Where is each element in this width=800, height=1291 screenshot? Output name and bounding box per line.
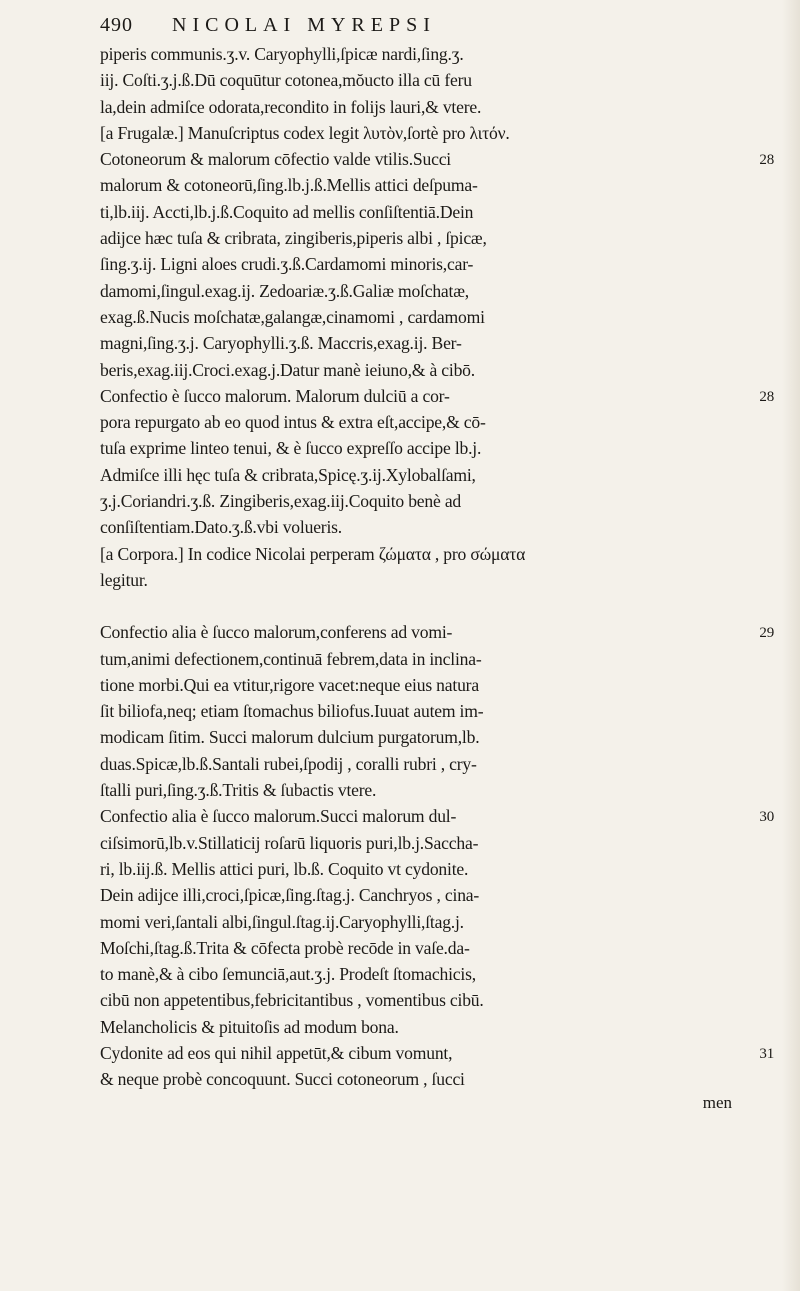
text-line: Dein adijce illi,croci,ſpicæ,ſing.ſtag.j. Canchryos , cina-	[100, 885, 480, 906]
text-line: la,dein admiſce odorata,recondito in folijs lauri,& vtere.	[100, 96, 482, 117]
text-line: tuſa exprime linteo tenui, & è ſucco expreſſo accipe lb.j.	[100, 438, 482, 459]
text-line: to manè,& à cibo ſemunciā,aut.ʒ.j. Prodeſt ſtomachicis,	[100, 964, 476, 985]
text-line: piperis communis.ʒ.v. Caryophylli,ſpicæ nardi,ſing.ʒ.	[100, 44, 464, 64]
text-line: tum,animi defectionem,continuā febrem,data in inclina-	[100, 648, 482, 669]
recipe-block-1	[100, 41, 774, 593]
recipe-block-2	[100, 619, 774, 1092]
text-line: beris,exag.iij.Croci.exag.j.Datur manè ieiuno,& à cibō.	[100, 359, 475, 380]
body-text	[100, 41, 774, 1093]
text-line: Admiſce illi hęc tuſa & cribrata,Spicę.ʒ.ij.Xylobalſami,	[100, 464, 476, 485]
text-line: tione morbi.Qui ea vtitur,rigore vacet:neque eius natura	[100, 674, 479, 695]
text-line: Cotoneorum & malorum cōfectio valde vtilis.Succi	[100, 149, 451, 170]
text-line: magni,ſing.ʒ.j. Caryophylli.ʒ.ß. Maccris,exag.ij. Ber-	[100, 333, 462, 354]
running-head	[100, 14, 740, 37]
text-line: ciſsimorū,lb.v.Stillaticij roſarū liquoris puri,lb.j.Saccha-	[100, 832, 479, 853]
text-line: momi veri,ſantali albi,ſingul.ſtag.ij.Caryophylli,ſtag.j.	[100, 911, 464, 932]
text-line: ti,lb.iij. Accti,lb.j.ß.Coquito ad mellis conſiſtentiā.Dein	[100, 201, 474, 222]
text-line: [a Corpora.] In codice Nicolai perperam ζώματα , pro σώματα	[100, 543, 526, 564]
text-line: Cydonite ad eos qui nihil appetūt,& cibum vomunt,	[100, 1042, 453, 1063]
text-line: iij. Coſti.ʒ.j.ß.Dū coquūtur cotonea,mŏucto illa cū feru	[100, 70, 472, 91]
running-title: NICOLAI MYREPSI	[172, 14, 436, 36]
text-line: duas.Spicæ,lb.ß.Santali rubei,ſpodij , coralli rubri , cry-	[100, 753, 477, 774]
catchword: men	[702, 1092, 732, 1112]
text-line: damomi,ſingul.exag.ij. Zedoariæ.ʒ.ß.Galiæ moſchatæ,	[100, 280, 469, 301]
paragraph-gap	[100, 593, 740, 619]
margin-number: 31	[759, 1046, 774, 1063]
text-line: malorum & cotoneorū,ſing.lb.j.ß.Mellis attici deſpuma-	[100, 175, 478, 196]
text-line: Confectio alia è ſucco malorum,conferens ad vomi-	[100, 622, 453, 643]
text-line: adijce hæc tuſa & cribrata, zingiberis,piperis albi , ſpicæ,	[100, 228, 487, 249]
text-line: legitur.	[100, 569, 148, 590]
margin-number: 30	[759, 809, 774, 826]
text-line: [a Frugalæ.] Manuſcriptus codex legit λυτὸν,ſortè pro λιτόν.	[100, 122, 510, 143]
text-line: modicam ſitim. Succi malorum dulcium purgatorum,lb.	[100, 727, 480, 748]
text-line: Moſchi,ſtag.ß.Trita & cōfecta probè recōde in vaſe.da-	[100, 937, 470, 958]
text-line: pora repurgato ab eo quod intus & extra eſt,accipe,& cō-	[100, 412, 486, 433]
text-line: ſit biliofa,neq; etiam ſtomachus biliofus.Iuuat autem im-	[100, 701, 484, 722]
text-line: ʒ.j.Coriandri.ʒ.ß. Zingiberis,exag.iij.Coquito benè ad	[100, 491, 462, 512]
text-line: & neque probè concoquunt. Succi cotoneorum , ſucci	[100, 1069, 465, 1090]
text-line: Melancholicis & pituitoſis ad modum bona.	[100, 1016, 399, 1037]
text-line: conſiſtentiam.Dato.ʒ.ß.vbi volueris.	[100, 517, 342, 538]
margin-number: 28	[759, 152, 774, 169]
text-line: exag.ß.Nucis moſchatæ,galangæ,cinamomi , cardamomi	[100, 306, 485, 327]
text-line: Confectio è ſucco malorum. Malorum dulciū a cor-	[100, 385, 450, 406]
text-line: Confectio alia è ſucco malorum.Succi malorum dul-	[100, 806, 457, 827]
page-number: 490	[100, 14, 133, 36]
text-line: cibū non appetentibus,febricitantibus , vomentibus cibū.	[100, 990, 484, 1011]
margin-number: 28	[759, 388, 774, 405]
text-line: ſing.ʒ.ij. Ligni aloes crudi.ʒ.ß.Cardamomi minoris,car-	[100, 254, 474, 275]
margin-number: 29	[759, 625, 774, 642]
page-gutter-shadow	[782, 0, 800, 1291]
book-page	[100, 14, 774, 1113]
text-line: ſtalli puri,ſing.ʒ.ß.Tritis & ſubactis vtere.	[100, 780, 377, 801]
text-line: ri, lb.iij.ß. Mellis attici puri, lb.ß. Coquito vt cydonite.	[100, 858, 469, 879]
